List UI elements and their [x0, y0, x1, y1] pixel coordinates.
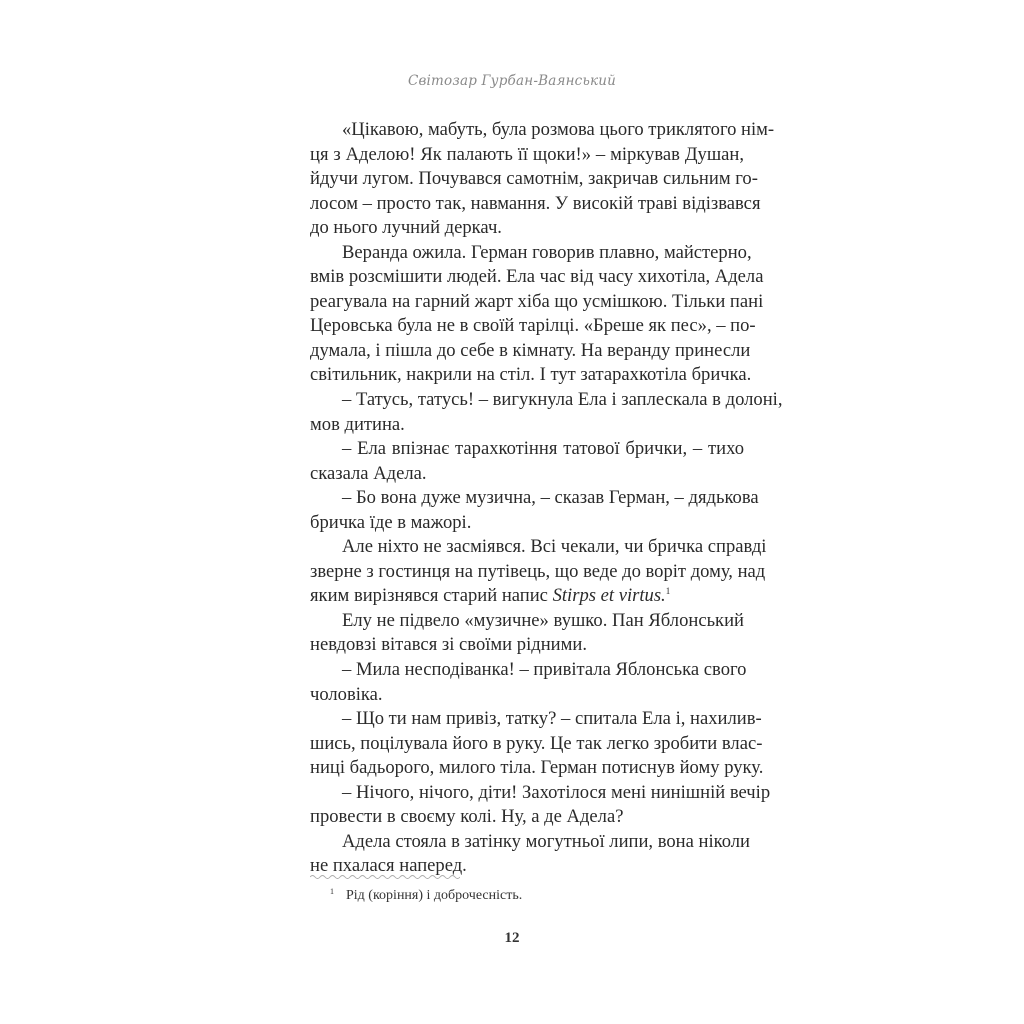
- text-line: зверне з гостинця на путівець, що веде до воріт дому, над: [310, 560, 766, 582]
- latin-phrase: Stirps et virtus.: [552, 585, 666, 607]
- text-line: чоловіка.: [310, 683, 383, 705]
- text-line: до нього лучний деркач.: [310, 217, 502, 239]
- text-line: ниці бадьорого, милого тіла. Герман потиснув йому руку.: [310, 757, 764, 779]
- page-number: 12: [504, 930, 520, 946]
- text-line: невдовзі вітався зі своїми рідними.: [310, 634, 587, 656]
- footnote: [330, 887, 522, 904]
- text-line: – Ела впізнає тарахкотіння татової брички, – тихо: [342, 438, 744, 460]
- text-line: Веранда ожила. Герман говорив плавно, майстерно,: [342, 241, 752, 263]
- text-line: – Мила несподіванка! – привітала Яблонська свого: [342, 659, 747, 681]
- text-line: не пхалася наперед.: [310, 855, 467, 877]
- text-line: «Цікавою, мабуть, була розмова цього триклятого нім-: [342, 119, 775, 140]
- text-line: бричка їде в мажорі.: [310, 511, 472, 533]
- text-line: – Бо вона дуже музична, – сказав Герман, – дядькова: [342, 487, 759, 509]
- text-line: мов дитина.: [310, 413, 405, 435]
- text-line: провести в своєму колі. Ну, а де Адела?: [310, 806, 624, 828]
- text-line: лосом – просто так, навмання. У високій траві відізвався: [310, 192, 761, 214]
- footnote-reference[interactable]: 1: [665, 586, 671, 597]
- text-line: світильник, накрили на стіл. І тут затарахкотіла бричка.: [310, 364, 752, 386]
- text-line: думала, і пішла до себе в кімнату. На веранду принесли: [310, 339, 751, 361]
- running-head: Світозар Гурбан-Ваянський: [407, 73, 617, 89]
- text-line: Адела стояла в затінку могутньої липи, вона ніколи: [342, 830, 750, 852]
- text-line: яким вирізнявся старий напис Stirps et virtus.$^1$: [310, 585, 671, 607]
- text-line: реагувала на гарний жарт хіба що усмішкою. Тільки пані: [310, 290, 764, 312]
- footnote-text: Рід (коріння) і доброчесність.: [346, 888, 523, 903]
- footnote-separator: [310, 874, 460, 880]
- text-line: – Татусь, татусь! – вигукнула Ела і заплескала в долоні,: [342, 389, 783, 411]
- text-line: ця з Аделою! Як палають її щоки!» – міркував Душан,: [310, 143, 744, 165]
- text-line: сказала Адела.: [310, 462, 427, 484]
- text-line: йдучи лугом. Почувався самотнім, закричав сильним го-: [310, 168, 758, 190]
- text-line: – Нічого, нічого, діти! Захотілося мені нинішній вечір: [342, 781, 771, 803]
- text-line: Але ніхто не засміявся. Всі чекали, чи бричка справді: [342, 536, 767, 558]
- text-line: шись, поцілувала його в руку. Це так легко зробити влас-: [310, 732, 763, 754]
- body-text: [310, 118, 783, 879]
- footnote-number: 1: [330, 887, 334, 896]
- text-line: Церовська була не в своїй тарілці. «Бреше як пес», – по-: [310, 315, 756, 337]
- text-line: Елу не підвело «музичне» вушко. Пан Яблонський: [342, 609, 744, 631]
- text-line: – Що ти нам привіз, татку? – спитала Ела і, нахилив-: [342, 708, 762, 730]
- text-line: вмів розсмішити людей. Ела час від часу хихотіла, Адела: [310, 266, 764, 288]
